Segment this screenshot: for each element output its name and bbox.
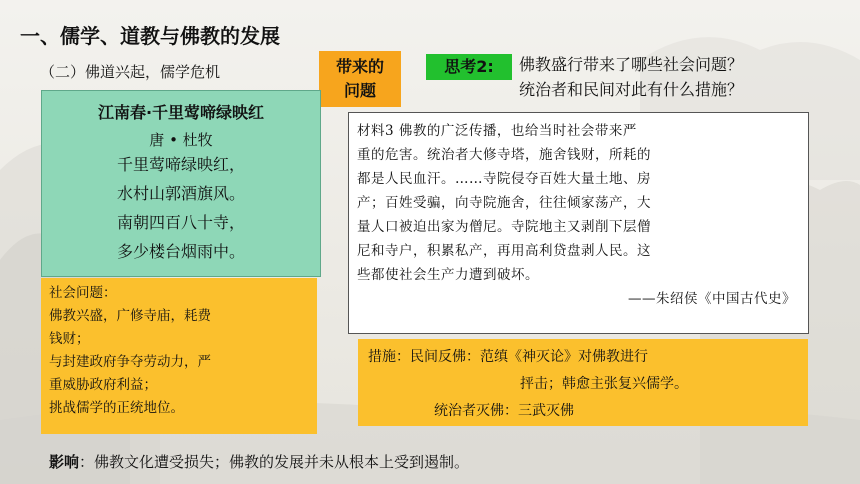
social-line: 挑战儒学的正统地位。 (49, 400, 184, 416)
bring-label-line-1: 带来的 (335, 57, 384, 76)
poem-line: 千里莺啼绿映红， (116, 155, 245, 174)
material-line: 材料3 佛教的广泛传播，也给当时社会带来严 (357, 123, 637, 139)
think-question-line-1: 佛教盛行带来了哪些社会问题？ (519, 55, 744, 74)
material-line: 量人口被迫出家为僧尼。寺院地主又剥削下层僧 (357, 219, 651, 235)
think-question (519, 52, 743, 102)
impact-label: 影响 (49, 453, 80, 471)
measures-line-1: 措施：民间反佛：范缜《神灭论》对佛教进行 (368, 349, 648, 365)
material-line: 尼和寺户，积累私产，再用高利贷盘剥人民。这 (357, 243, 651, 259)
poem-title: 江南春·千里莺啼绿映红 (97, 103, 265, 122)
think-question-line-2: 统治者和民间对此有什么措施？ (519, 80, 744, 99)
impact-statement (49, 451, 469, 472)
impact-text: ：佛教文化遭受损失；佛教的发展并未从根本上受到遏制。 (79, 453, 470, 471)
material-line: 都是人民血汗。……寺院侵夺百姓大量土地、房 (357, 171, 651, 187)
poem-line: 多少楼台烟雨中。 (116, 242, 245, 261)
social-heading: 社会问题： (49, 285, 117, 301)
poem-line: 南朝四百八十寺， (116, 213, 245, 232)
page-title: 一、儒学、道教与佛教的发展 (20, 24, 280, 48)
poem-author: 唐 • 杜牧 (149, 131, 213, 149)
poem-line: 水村山郭酒旗风。 (116, 184, 245, 203)
material-box (348, 112, 809, 334)
measures-line-3: 统治者灭佛：三武灭佛 (434, 403, 574, 419)
social-problems-box (41, 278, 317, 434)
material-line: 些都使社会生产力遭到破坏。 (357, 267, 539, 283)
measures-box (358, 339, 808, 426)
bring-problems-label (319, 51, 401, 107)
material-line: 产；百姓受骗，向寺院施舍，往往倾家荡产，大 (357, 195, 651, 211)
poem-box (41, 90, 321, 277)
social-line: 与封建政府争夺劳动力，严 (49, 354, 211, 370)
social-line: 重威胁政府利益； (49, 377, 157, 393)
measures-line-2: 抨击；韩愈主张复兴儒学。 (520, 376, 688, 392)
material-source: ——朱绍侯《中国古代史》 (628, 291, 796, 307)
bring-label-line-2: 问题 (343, 81, 376, 100)
social-line: 佛教兴盛，广修寺庙，耗费 (49, 308, 211, 324)
material-line: 重的危害。统治者大修寺塔，施舍钱财，所耗的 (357, 147, 651, 163)
think-tag: 思考2: (426, 54, 512, 80)
section-subtitle: （二）佛道兴起，儒学危机 (40, 63, 221, 81)
social-line: 钱财； (49, 331, 90, 347)
